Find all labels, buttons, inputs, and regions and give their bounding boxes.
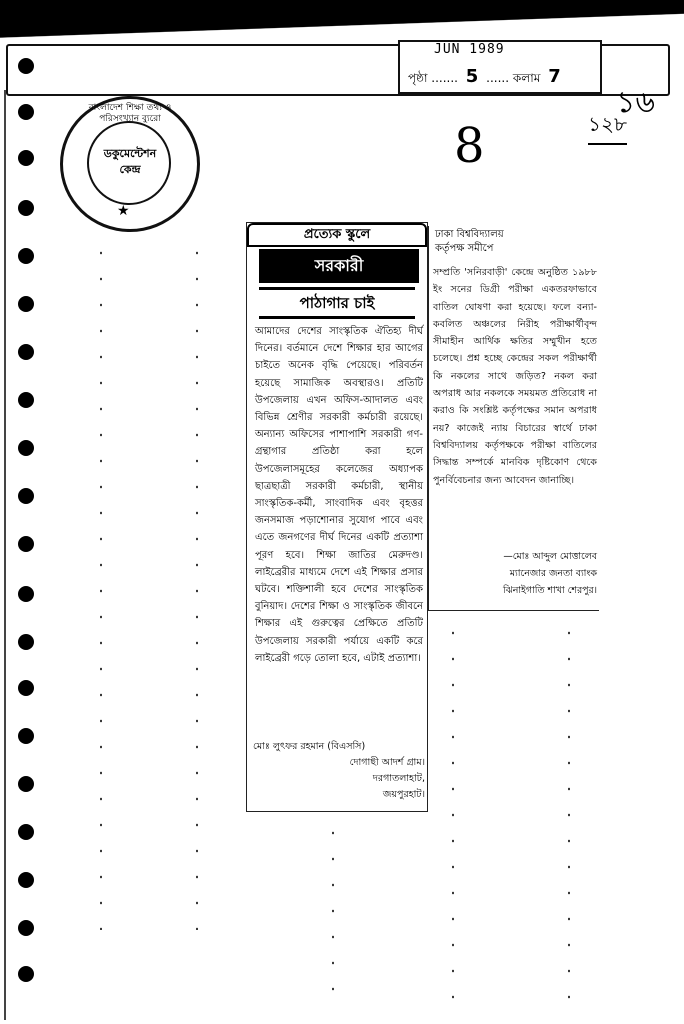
side-heading	[435, 228, 504, 256]
star-icon: ★	[117, 203, 130, 219]
seal-center-line2: কেন্দ্র	[119, 163, 141, 176]
clipping-body: আমাদের দেশের সাংস্কৃতিক ঐতিহ্য দীর্ঘ দিনের। বর্তমানে দেশে শিক্ষার হার আগের চাইতে অনেক বৃদ্ধি পেয়েছে। পরিবর্তন হয়েছে সামাজিক অবস্থারও। প্রতিটি উপজেলায় এখন অফিস-আদালত এবং বিভিন্ন শ্রেণীর সরকারী কর্মচারী রয়েছে। অন্যান্য অফিসের পাশাপাশি সরকারী গণ-গ্রন্থাগার প্রতিষ্ঠা করা হলে উপজেলাসমূহের কলেজের অধ্যাপক ছাত্রছাত্রী সরকারী কর্মচারী, স্থানীয় সাংস্কৃতিক-কর্মী, সাংবাদিক এবং বৃহত্তর জনসমাজ পড়াশোনার সুযোগ পাবে এবং এতে জনগণের দীর্ঘ দিনের একটি প্রত্যাশা পূরণ হবে। শিক্ষা জাতির মেরুদণ্ড। লাইব্রেরীর মাধ্যমে দেশে এই শিক্ষার প্রসার ঘটবে। শক্তিশালী হবে দেশের সাংস্কৃতিক বুনিয়াদ। দেশের শিক্ষা ও সাংস্কৃতিক জীবনে শিক্ষার এই গুরুত্বের প্রেক্ষিতে প্রতিটি উপজেলায় সরকারী পর্যায়ে একটি করে লাইব্রেরী গড়ে তোলা হবে, এটাই প্রত্যাশা।	[255, 326, 423, 664]
signature-line: দরগাতলাহাট,	[372, 773, 425, 784]
signature-line: —মোঃ আব্দুল মোত্তালেব	[503, 551, 597, 562]
binder-hole	[18, 392, 34, 408]
page-value: 5	[465, 66, 479, 87]
signature-line: ম্যানেজার জনতা ব্যাংক	[509, 568, 597, 579]
binder-hole	[18, 536, 34, 552]
documentation-center-seal	[60, 96, 200, 232]
binder-hole	[18, 488, 34, 504]
handwritten-number-sub: ১২৮	[588, 110, 627, 145]
binder-hole	[18, 440, 34, 456]
signature-line: ঝিনাইগাতি শাখা শেরপুর।	[502, 585, 597, 596]
newspaper-clipping-side	[428, 226, 599, 611]
scan-noise	[332, 820, 334, 1010]
binder-hole	[18, 634, 34, 650]
binder-hole	[18, 150, 34, 166]
column-label: কলাম	[512, 71, 541, 85]
clipping-signature	[253, 739, 425, 803]
side-heading-line1: ঢাকা বিশ্ববিদ্যালয়	[435, 229, 504, 240]
binder-hole	[18, 680, 34, 696]
binder-hole	[18, 296, 34, 312]
binder-hole	[18, 200, 34, 216]
page-edge-line	[4, 90, 6, 1020]
clipping-title-line1: সরকারী	[259, 249, 419, 283]
page-label: পৃষ্ঠা	[408, 71, 428, 85]
side-signature	[433, 548, 597, 599]
binder-hole	[18, 344, 34, 360]
binder-hole	[18, 920, 34, 936]
binder-hole	[18, 728, 34, 744]
handwritten-number-big: 8	[454, 118, 485, 174]
clipping-masthead: প্রত্যেক স্কুলে	[247, 223, 427, 247]
binder-hole	[18, 248, 34, 264]
scan-noise	[452, 620, 454, 1010]
binder-hole	[18, 872, 34, 888]
clipping-title-line2: পাঠাগার চাই	[259, 287, 415, 319]
binder-hole	[18, 776, 34, 792]
side-heading-line2: কর্তৃপক্ষ সমীপে	[435, 243, 494, 254]
binder-hole	[18, 966, 34, 982]
date-stamp: JUN 1989	[434, 42, 505, 57]
newspaper-clipping-main	[246, 222, 428, 812]
binder-hole	[18, 58, 34, 74]
page-column-row: পৃষ্ঠা ....... 5 ...... কলাম 7	[408, 66, 561, 87]
binder-hole	[18, 104, 34, 120]
signature-line: দোগাছী আদর্শ গ্রাম।	[349, 757, 425, 768]
scan-noise	[568, 620, 570, 1010]
seal-outer-text: বাংলাদেশ শিক্ষা তথ্য ও পরিসংখ্যান ব্যুরো	[88, 103, 172, 124]
seal-center-line1: ডকুমেন্টেশন	[103, 147, 157, 160]
scan-noise	[100, 240, 102, 930]
side-body: সম্প্রতি 'সনিরবাড়ী' কেন্দ্রে অনুষ্ঠিত ১৯৮৮ ইং সনের ডিগ্রী পরীক্ষা একতরফাভাবে বাতিল ঘোষণা করা হয়েছে। ফলে বন্যা-কবলিত অঞ্চলের নিরীহ পরীক্ষার্থীবৃন্দ সীমাহীন আর্থিক ক্ষতির সম্মুখীন হতে চলেছে। প্রশ্ন হচ্ছে কেন্দ্রের সকল পরীক্ষার্থী কি নকলের সাথে জড়িত? নকল করা অপরাধ আর নকলকে সময়মত প্রতিরোধ না করাও কি সংশ্লিষ্ট কর্তৃপক্ষের সমান অপরাধ নয়? কাজেই ন্যায় বিচারের স্বার্থে ঢাকা বিশ্ববিদ্যালয় কর্তৃপক্ষকে পরীক্ষা বাতিলের সিদ্ধান্ত সম্পর্কে মানবিক দৃষ্টিকোণ থেকে পুনর্বিবেচনার জন্য আবেদন জানাচ্ছি।	[433, 267, 597, 486]
binder-hole	[18, 824, 34, 840]
scanner-shadow	[0, 0, 684, 44]
signature-line: জয়পুরহাট।	[382, 789, 425, 800]
column-value: 7	[548, 66, 561, 87]
signature-line: মোঃ লুৎফর রহমান (বিএসসি)	[253, 741, 366, 752]
date-stamp-box	[398, 40, 602, 94]
scan-noise	[196, 240, 198, 930]
handwritten-number-top: ১৬	[616, 85, 655, 120]
binder-hole	[18, 586, 34, 602]
